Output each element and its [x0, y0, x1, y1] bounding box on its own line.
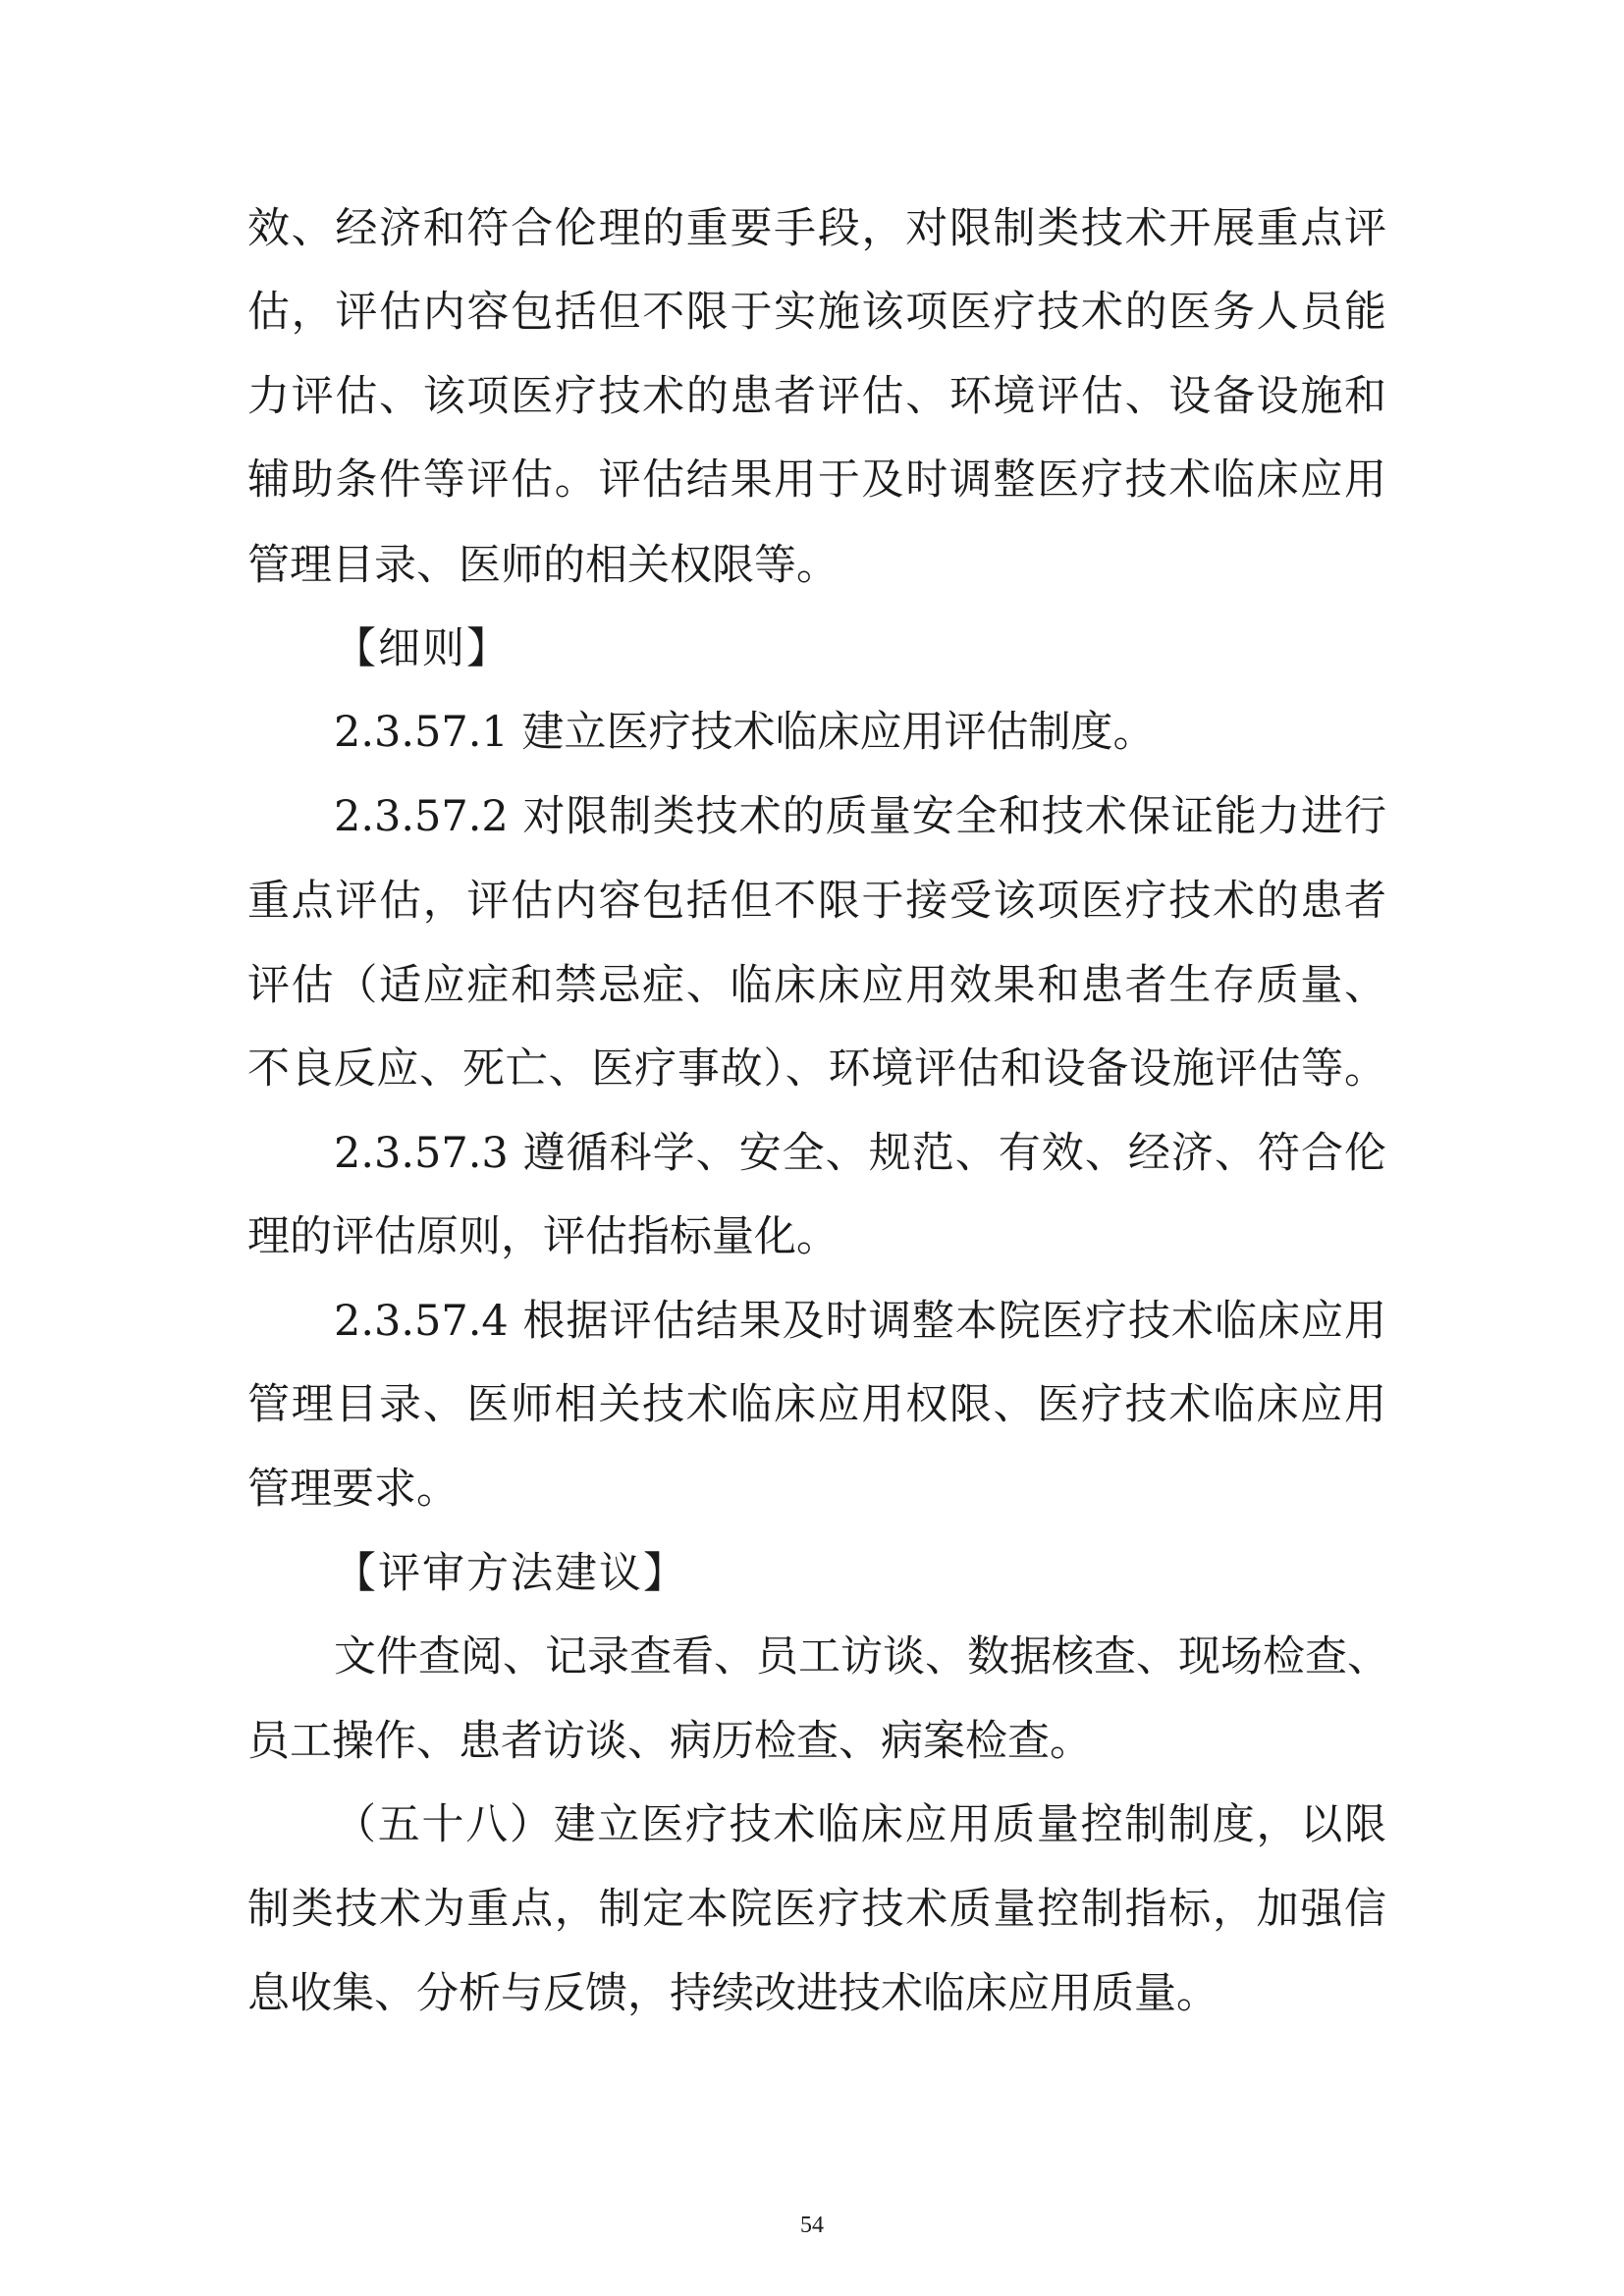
rule-2-3-57-3-line-1: 2.3.57.3 遵循科学、安全、规范、有效、经济、符合伦 — [334, 1129, 1386, 1178]
section-heading-rules: 【细则】 — [334, 624, 511, 673]
page-number: 54 — [800, 2213, 824, 2238]
rule-2-3-57-1: 2.3.57.1 建立医疗技术临床应用评估制度。 — [334, 708, 1156, 757]
rule-2-3-57-4-line-3: 管理要求。 — [247, 1465, 459, 1514]
rule-2-3-57-4-line-1: 2.3.57.4 根据评估结果及时调整本院医疗技术临床应用 — [334, 1297, 1386, 1346]
body-line-2: 估，评估内容包括但不限于实施该项医疗技术的医务人员能 — [247, 288, 1386, 337]
body-line-5: 管理目录、医师的相关权限等。 — [247, 541, 839, 590]
rule-2-3-57-4-line-2: 管理目录、医师相关技术临床应用权限、医疗技术临床应用 — [247, 1380, 1386, 1429]
body-line-4: 辅助条件等评估。评估结果用于及时调整医疗技术临床应用 — [247, 455, 1386, 505]
rule-2-3-57-2-line-3: 评估（适应症和禁忌症、临床床应用效果和患者生存质量、 — [247, 961, 1386, 1010]
rule-2-3-57-3-line-2: 理的评估原则，评估指标量化。 — [247, 1212, 839, 1261]
review-methods-line-2: 员工操作、患者访谈、病历检查、病案检查。 — [247, 1717, 1092, 1766]
body-line-1: 效、经济和符合伦理的重要手段，对限制类技术开展重点评 — [247, 204, 1386, 253]
item-58-line-2: 制类技术为重点，制定本院医疗技术质量控制指标，加强信 — [247, 1885, 1386, 1934]
review-methods-line-1: 文件查阅、记录查看、员工访谈、数据核查、现场检查、 — [334, 1632, 1389, 1682]
section-heading-review-methods: 【评审方法建议】 — [334, 1549, 687, 1598]
rule-2-3-57-2-line-2: 重点评估，评估内容包括但不限于接受该项医疗技术的患者 — [247, 877, 1386, 926]
rule-2-3-57-2-line-1: 2.3.57.2 对限制类技术的质量安全和技术保证能力进行 — [334, 792, 1386, 841]
item-58-line-1: （五十八）建立医疗技术临床应用质量控制制度，以限 — [334, 1800, 1386, 1849]
rule-2-3-57-2-line-4: 不良反应、死亡、医疗事故）、环境评估和设备设施评估等。 — [247, 1044, 1386, 1094]
body-line-3: 力评估、该项医疗技术的患者评估、环境评估、设备设施和 — [247, 372, 1386, 421]
item-58-line-3: 息收集、分析与反馈，持续改进技术临床应用质量。 — [247, 1969, 1218, 2018]
